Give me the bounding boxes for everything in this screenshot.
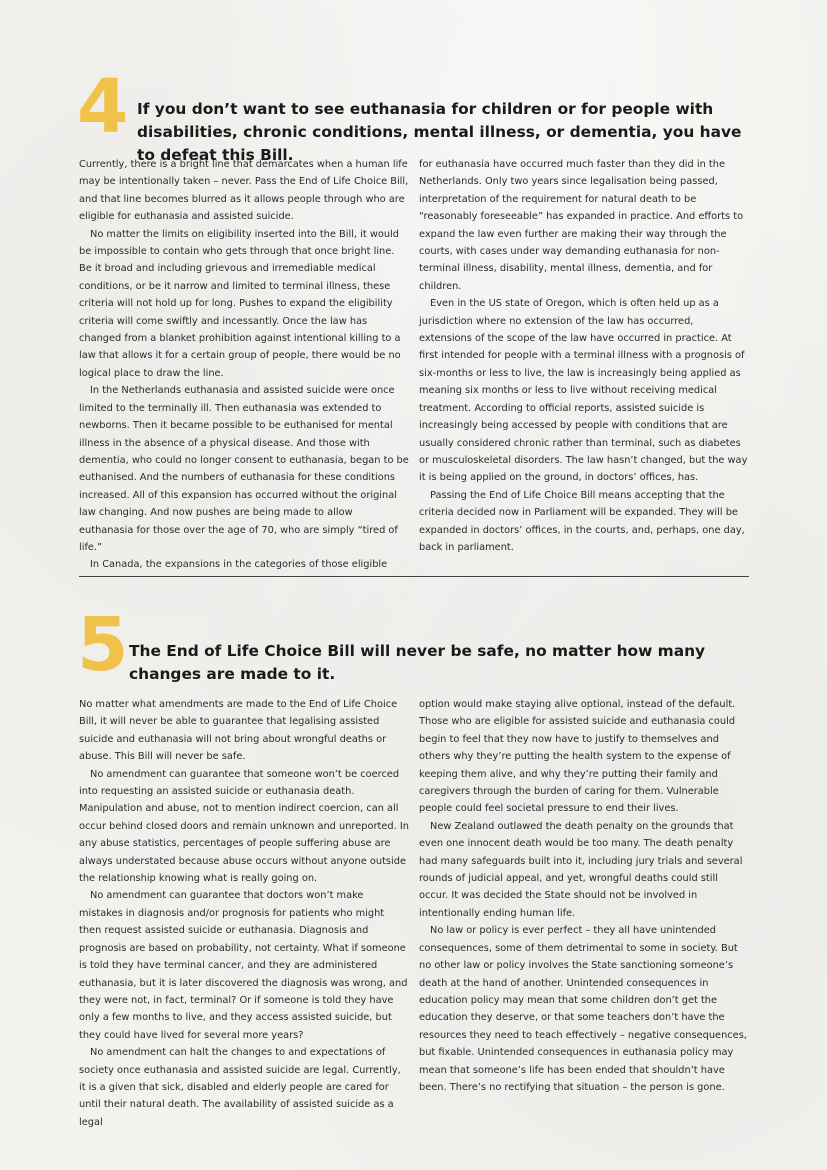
paragraph: New Zealand outlawed the death penalty on the grounds that even one innocent death would be too many. The death penalty had many safeguards built into it, including jury trials and several rounds of judicial appeal, and yet, wrongful deaths could still occur. It was decided the State should not be involved in intentionally ending human life. bbox=[419, 820, 743, 919]
paragraph: In the Netherlands euthanasia and assisted suicide were once limited to the terminally ill. Then euthanasia was extended to newborns. Then it became possible to be euthanised for mental illness in the absence of a physical disease. And those with dementia, who could no longer consent to euthanasia, began to be euthanised. And the numbers of euthanasia for these conditions increased. All of this expansion has occurred without the original law changing. And now pushes are being made to allow euthanasia for those over the age of 70, who are simply “tired of life.” bbox=[79, 385, 409, 553]
section-4-number: 4 bbox=[77, 64, 127, 150]
section-4-heading bbox=[77, 64, 749, 164]
paragraph: In Canada, the expansions in the categories of those eligible bbox=[90, 559, 388, 571]
section-4-columns bbox=[79, 156, 749, 574]
section-5 bbox=[77, 602, 749, 1131]
paragraph: No matter the limits on eligibility inserted into the Bill, it would be impossible to contain who gets through that once bright line. Be it broad and including grievous and irremediable medical conditions, or be it narrow and limited to terminal illness, these criteria will not hold up for long. Pushes to expand the eligibility criteria will come swiftly and incessantly. Once the law has changed from a blanket prohibition against intentional killing to a law that allows it for a certain group of people, there would be no logical place to draw the line. bbox=[79, 228, 401, 379]
paragraph: Even in the US state of Oregon, which is often held up as a jurisdiction where no extension of the law has occurred, extensions of the scope of the law have occurred in practice. At first intended for people with a terminal illness with a prognosis of six-months or less to live, the law is increasingly being applied as meaning six months or less to live without receiving medical treatment. According to official reports, assisted suicide is increasingly being accessed by people with conditions that are usually considered chronic rather than terminal, such as diabetes or musculoskeletal disorders. The law hasn’t changed, but the way it is being applied on the ground, in doctors’ offices, has. bbox=[419, 298, 748, 484]
section-5-left-column bbox=[79, 696, 409, 1131]
section-4-title: If you don’t want to see euthanasia for children or for people with disabilities, chronic conditions, mental illness, or dementia, you have to defeat this Bill. bbox=[137, 100, 742, 164]
section-divider bbox=[79, 576, 749, 577]
paragraph: Passing the End of Life Choice Bill means accepting that the criteria decided now in Parliament will be expanded. They will be expanded in doctors’ offices, in the courts, and, perhaps, one day, back in parliament. bbox=[419, 489, 745, 553]
section-5-right-column bbox=[419, 696, 749, 1131]
section-5-title: The End of Life Choice Bill will never be safe, no matter how many changes are made to it. bbox=[129, 642, 706, 683]
paragraph: Currently, there is a bright line that demarcates when a human life may be intentionally taken – never. Pass the End of Life Choice Bill, and that line becomes blurred as it allows people through who are eligible for euthanasia and assisted suicide. bbox=[79, 159, 409, 223]
section-5-number: 5 bbox=[77, 602, 127, 688]
paragraph: option would make staying alive optional, instead of the default. Those who are eligible for assisted suicide and euthanasia could begin to feel that they now have to justify to themselves and others why they’re putting the health system to the expense of keeping them alive, and why they’re putting their family and caregivers through the burden of caring for them. Vulnerable people could feel societal pressure to end their lives. bbox=[419, 699, 736, 815]
paragraph: No law or policy is ever perfect – they all have unintended consequences, some of them detrimental to some in society. But no other law or policy involves the State sanctioning someone’s death at the hand of another. Unintended consequences in education policy may mean that some children don’t get the education they deserve, or that some teachers don’t have the resources they need to teach effectively – negative consequences, but fixable. Unintended consequences in euthanasia policy may mean that someone’s life has been ended that shouldn’t have been. There’s no rectifying that situation – the person is gone. bbox=[419, 925, 747, 1093]
section-4-left-column bbox=[79, 156, 409, 574]
paragraph: No amendment can guarantee that someone won’t be coerced into requesting an assisted suicide or euthanasia death. Manipulation and abuse, not to mention indirect coercion, can all occur behind closed doors and remain unknown and unreported. In any abuse statistics, percentages of people suffering abuse are always understated because abuse occurs without anyone outside the relationship knowing what is really going on. bbox=[79, 768, 409, 885]
paragraph: No amendment can halt the changes to and expectations of society once euthanasia and assisted suicide are legal. Currently, it is a given that sick, disabled and elderly people are cared for until their natural death. The availability of assisted suicide as a legal bbox=[79, 1047, 401, 1128]
paragraph: No matter what amendments are made to the End of Life Choice Bill, it will never be able to guarantee that legalising assisted suicide and euthanasia will not bring about wrongful deaths or abuse. This Bill will never be safe. bbox=[79, 699, 398, 763]
section-4 bbox=[77, 64, 749, 574]
paragraph: No amendment can guarantee that doctors won’t make mistakes in diagnosis and/or prognosis for patients who might then request assisted suicide or euthanasia. Diagnosis and prognosis are based on probability, not certainty. What if someone is told they have terminal cancer, and they are administered euthanasia, but it is later discovered the diagnosis was wrong, and they were not, in fact, terminal? Or if someone is told they have only a few months to live, and they access assisted suicide, but they could have lived for several more years? bbox=[79, 890, 408, 1041]
section-5-columns bbox=[79, 696, 749, 1131]
paragraph: for euthanasia have occurred much faster than they did in the Netherlands. Only two years since legalisation being passed, interpretation of the requirement for natural death to be “reasonably foreseeable” has expanded in practice. And efforts to expand the law even further are making their way through the courts, with cases under way demanding euthanasia for non-terminal illness, disability, mental illness, dementia, and for children. bbox=[419, 159, 744, 292]
section-5-heading bbox=[77, 602, 749, 690]
section-4-right-column bbox=[419, 156, 749, 574]
